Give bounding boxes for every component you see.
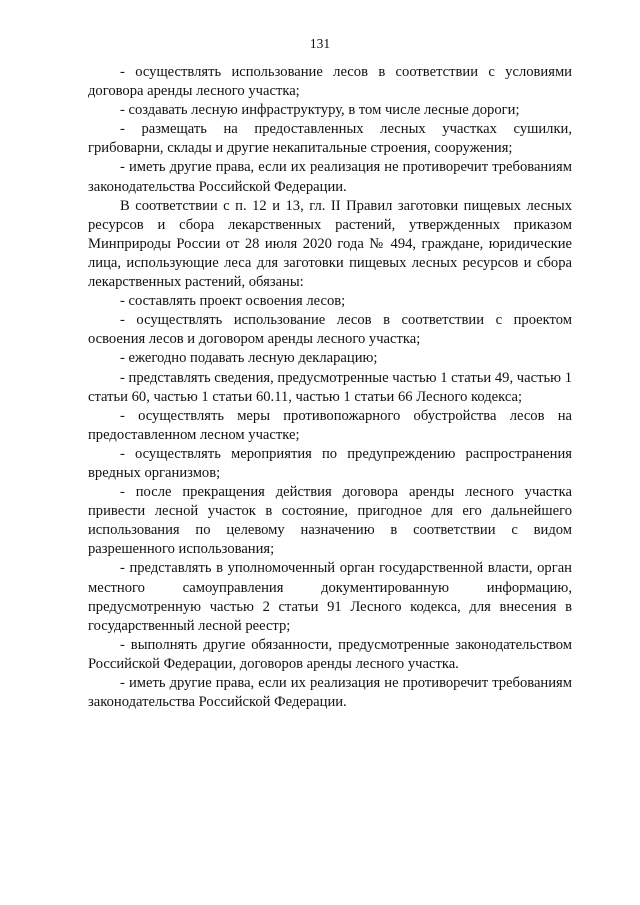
list-item: - представлять сведения, предусмотренные частью 1 статьи 49, частью 1 статьи 60, частью 1 статьи 60.11, частью 1 статьи 66 Лесного кодекса;: [88, 369, 572, 405]
list-item: - осуществлять меры противопожарного обустройства лесов на предоставленном лесном участке;: [88, 407, 572, 443]
list-item: - иметь другие права, если их реализация не противоречит требованиям законодательства Российской Федерации.: [88, 159, 572, 195]
list-item: - размещать на предоставленных лесных участках сушилки, грибоварни, склады и другие некапитальные строения, сооружения;: [88, 121, 572, 157]
list-item: - осуществлять мероприятия по предупреждению распространения вредных организмов;: [88, 445, 572, 481]
list-item: - осуществлять использование лесов в соответствии с проектом освоения лесов и договором аренды лесного участка;: [88, 312, 572, 348]
paragraph: В соответствии с п. 12 и 13, гл. II Правил заготовки пищевых лесных ресурсов и сбора лекарственных растений, утвержденных приказом Минприроды России от 28 июля 2020 года № 494, граждане, юридические лица, использующие леса для заготовки пищевых лесных ресурсов и сбора лекарственных растений, обязаны:: [88, 197, 572, 291]
list-item: - представлять в уполномоченный орган государственной власти, орган местного самоуправления документированную информацию, предусмотренную частью 2 статьи 91 Лесного кодекса, для внесения в государственный лесной реестр;: [88, 560, 572, 634]
list-item: - иметь другие права, если их реализация не противоречит требованиям законодательства Российской Федерации.: [88, 675, 572, 711]
page-number: 131: [309, 36, 331, 51]
list-item: - ежегодно подавать лесную декларацию;: [120, 350, 378, 367]
list-item: - после прекращения действия договора аренды лесного участка привести лесной участок в состояние, пригодное для его дальнейшего использования по целевому назначению в соответствии с видом разрешенного использования;: [88, 484, 572, 558]
list-item: - создавать лесную инфраструктуру, в том числе лесные дороги;: [120, 102, 520, 119]
list-item: - выполнять другие обязанности, предусмотренные законодательством Российской Федерации, договоров аренды лесного участка.: [88, 636, 572, 672]
list-item: - составлять проект освоения лесов;: [120, 293, 346, 310]
document-body: [88, 63, 572, 712]
list-item: - осуществлять использование лесов в соответствии с условиями договора аренды лесного участка;: [88, 64, 572, 100]
